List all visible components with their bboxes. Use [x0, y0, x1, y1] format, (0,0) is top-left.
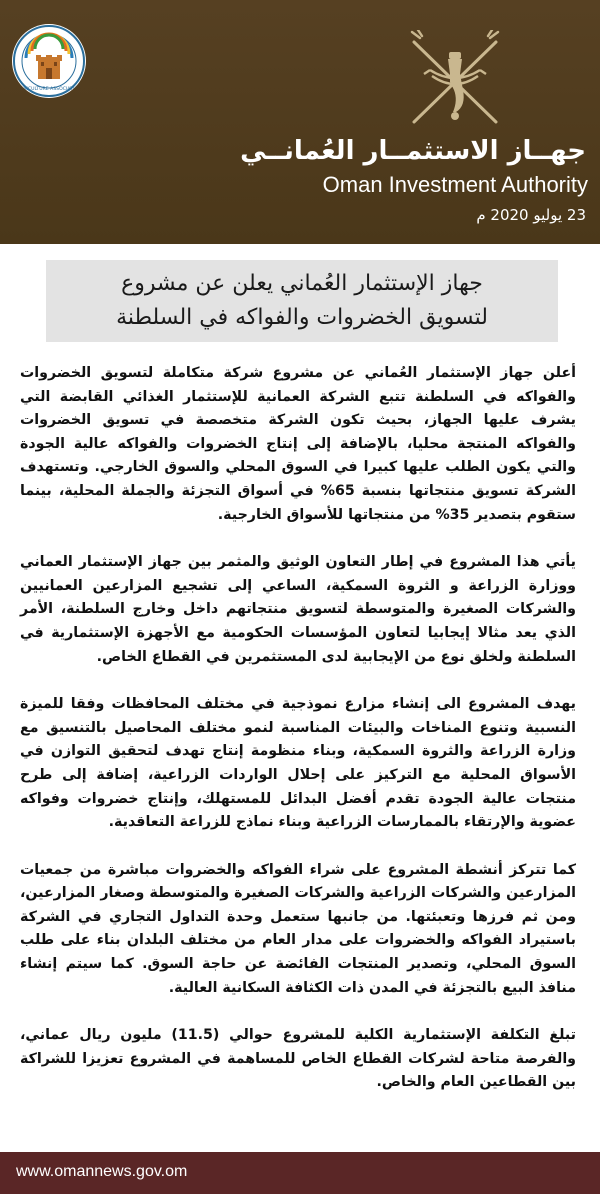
- org-name-arabic: جهــاز الاستثمــار العُمانــي: [240, 136, 586, 166]
- paragraph-3: يهدف المشروع الى إنشاء مزارع نموذجية في مختلف المحافظات وفقا للميزة النسبية وتنوع المناخات والبيئات المناسبة لنمو مختلف المحاصيل بالتنسيق مع وزارة الزراعة والثروة السمكية، وبناء منظومة إنتاج تهدف لتحقيق التوازن في الأسواق المحلية مع التركيز على إحلال الواردات الزراعية، إضافة إلى طرح منتجات عالية الجودة تقدم أفضل البدائل للمستهلك، وإنتاج خضروات وفواكه عضوية والإرتقاء بالممارسات الزراعية وبناء نماذج للزراعة التعاقدية.: [20, 696, 576, 831]
- org-name-english: Oman Investment Authority: [322, 172, 588, 197]
- publish-date: 23 يوليو 2020 م: [476, 206, 586, 224]
- paragraph-5: تبلغ التكلفة الإستثمارية الكلية للمشروع حوالي (11.5) مليون ريال عماني، والفرصة متاحة لشركات القطاع الخاص للمساهمة في المشروع تعزيزا للشراكة بين القطاعين العام والخاص.: [20, 1027, 577, 1091]
- headline-line-2: لتسويق الخضروات والفواكه في السلطنة: [116, 305, 488, 330]
- paragraph-2: يأتي هذا المشروع في إطار التعاون الوثيق والمثمر بين جهاز الإستثمار العماني ووزارة الزراعة و الثروة السمكية، الساعي إلى تشجيع المزارعين العمانيين والشركات الصغيرة والمتوسطة لتسويق منتجاتهم داخل وخارج السلطنة، الأمر الذي يعد مثالا إيجابيا لتعاون المؤسسات الحكومية مع الأجهزة الإستثمارية في السلطنة ولخلق نوع من الإيجابية لدى المستثمرين في القطاع الخاص.: [20, 554, 576, 665]
- article-body: [20, 362, 576, 1119]
- footer-bar: [0, 1152, 600, 1194]
- header-banner: [0, 0, 600, 244]
- footer-url-link[interactable]: www.omannews.gov.om: [16, 1163, 188, 1180]
- headline-line-1: جهاز الإستثمار العُماني يعلن عن مشروع: [121, 271, 483, 296]
- association-badge: [12, 24, 86, 98]
- badge-caption: AGRICULTURE ASSOCIATION: [16, 87, 82, 92]
- paragraph-1: أعلن جهاز الإستثمار العُماني عن مشروع شركة متكاملة لتسويق الخضروات والفواكه في السلطنة تتبع الشركة العمانية للإستثمار الغذائي القابضة التي يشرف عليها الجهاز، بحيث تكون الشركة متخصصة في تسويق الخضروات والفواكه المنتجة محليا، بالإضافة إلى إنتاج الخضروات والفواكه عالية الجودة والتي يكون الطلب عليها كبيرا في السوق المحلي والسوق الخارجي. وتستهدف الشركة تسويق منتجاتها بنسبة 65% في أسواق التجزئة والجملة المحلية، بينما ستقوم بتصدير 35% من منتجاتها للأسواق الخارجية.: [20, 365, 576, 523]
- association-logo-icon: [12, 24, 86, 98]
- paragraph-4: كما تتركز أنشطة المشروع على شراء الفواكه والخضروات مباشرة من جمعيات المزارعين والشركات الزراعية والشركات الصغيرة والمتوسطة وصغار المزارعين، ومن ثم فرزها وتعبئتها. من جانبها ستعمل وحدة التداول التجاري في الشركة باستيراد الفواكه والخضروات على مدار العام من مختلف البلدان بناء على طلب السوق المحلي، وتصدير المنتجات الفائضة عن حاجة السوق. كما سيتم إنشاء منافذ البيع بالتجزئة في المدن ذات الكثافة السكانية العالية.: [20, 861, 576, 996]
- headline-box: [46, 260, 558, 342]
- oman-khanjar-emblem-icon: [400, 30, 510, 135]
